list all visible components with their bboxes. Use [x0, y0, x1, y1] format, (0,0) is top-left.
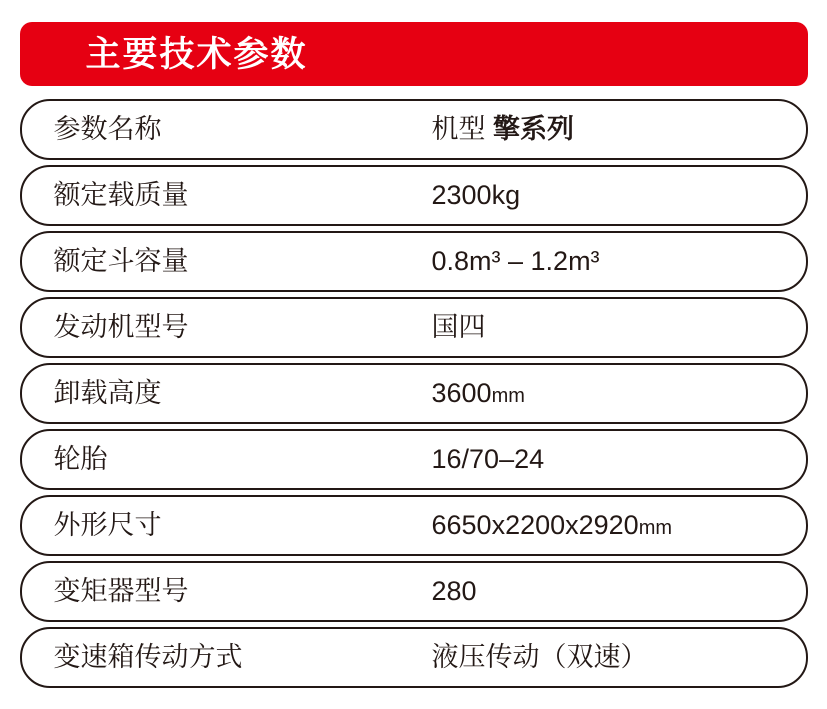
table-row: [20, 297, 808, 358]
table-row: [20, 231, 808, 292]
page-title: 主要技术参数: [85, 34, 308, 74]
row-value-number: 6650x2200x2920: [431, 510, 639, 540]
row-value: [432, 512, 806, 539]
table-row: [20, 165, 808, 226]
row-label: 变速箱传动方式: [53, 642, 243, 672]
header-banner: [20, 22, 808, 86]
row-value: 16/70–24: [431, 444, 545, 474]
row-label: 轮胎: [53, 444, 108, 474]
row-value-prefix: 机型: [431, 114, 494, 144]
row-label: 外形尺寸: [53, 510, 162, 540]
row-value: [432, 380, 806, 407]
row-value: 2300kg: [431, 180, 521, 210]
row-label: 额定斗容量: [53, 246, 189, 276]
row-value-number: 3600: [431, 378, 492, 408]
table-row: [20, 429, 808, 490]
row-label: 额定载质量: [53, 180, 189, 210]
row-label: 变矩器型号: [53, 576, 189, 606]
table-row: [20, 561, 808, 622]
spec-table: [20, 99, 808, 688]
row-value-unit: mm: [638, 517, 673, 539]
row-label: 卸载高度: [53, 378, 162, 408]
row-value-unit: mm: [491, 385, 525, 407]
row-value: [432, 116, 806, 143]
row-value: 国四: [431, 312, 486, 342]
row-value: 0.8m³ – 1.2m³: [431, 246, 600, 276]
row-label: 发动机型号: [53, 312, 189, 342]
row-value-emphasis: 擎系列: [493, 114, 575, 144]
table-row: [20, 363, 808, 424]
table-row: [20, 99, 808, 160]
row-value: 液压传动（双速）: [431, 642, 648, 672]
row-value: 280: [431, 576, 477, 606]
table-row: [20, 495, 808, 556]
row-label: 参数名称: [53, 114, 162, 144]
table-row: [20, 627, 808, 688]
